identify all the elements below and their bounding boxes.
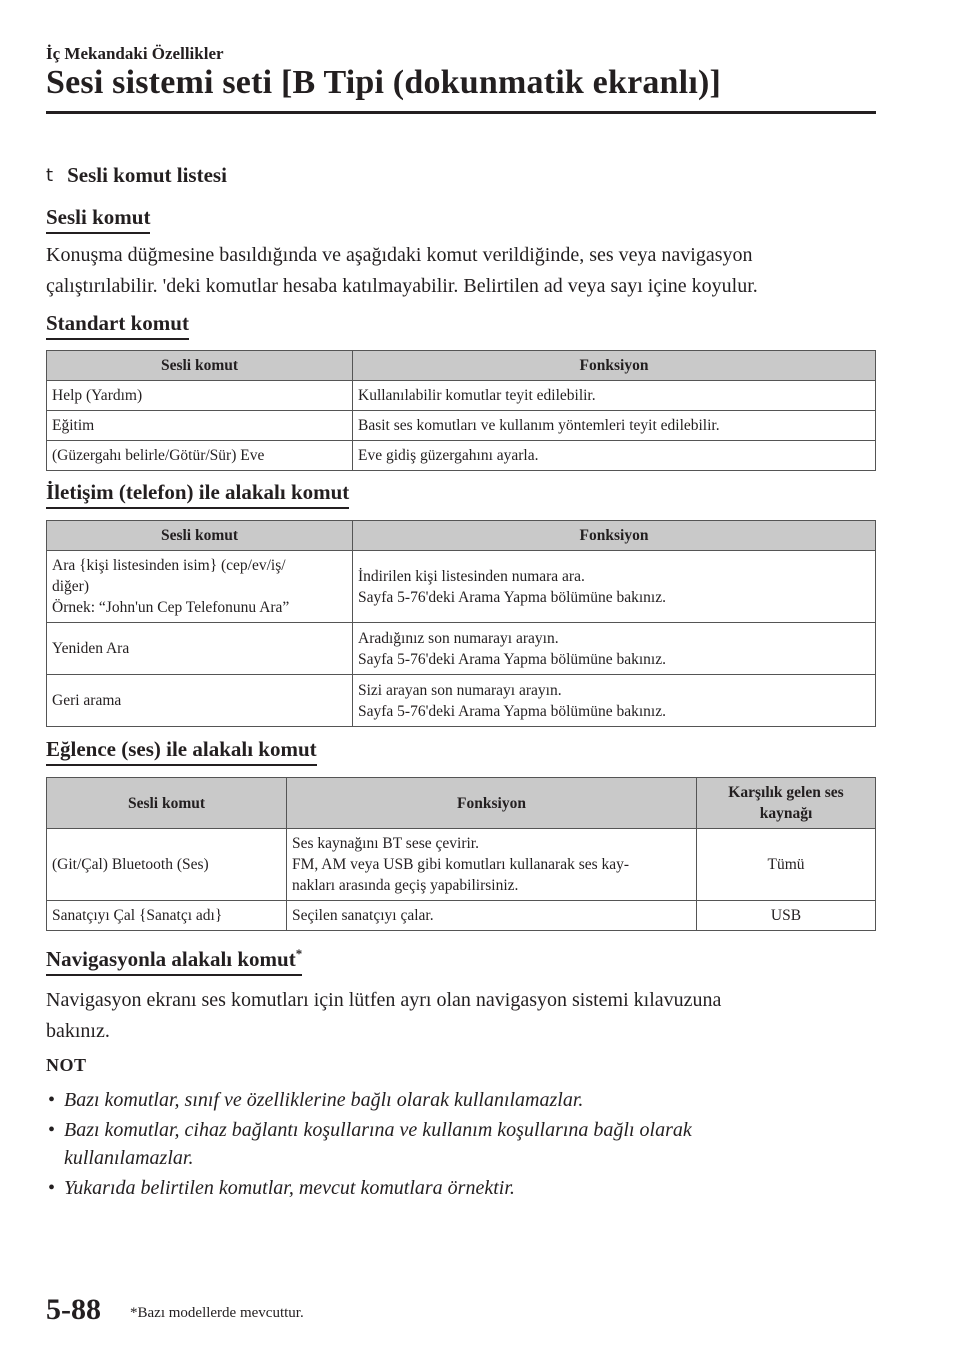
availability-asterisk: * [295, 946, 303, 961]
function-cell: Kullanılabilir komutlar teyit edilebilir. [353, 381, 876, 411]
column-header: Karşılık gelen ses kaynağı [697, 778, 876, 829]
voice-command-heading: Sesli komut [46, 205, 150, 234]
bullet-icon: • [48, 1089, 56, 1111]
list-item: • Bazı komutlar, cihaz bağlantı koşullarına ve kullanım koşullarına bağlı olarak kullanılamazlar. [46, 1116, 876, 1172]
command-cell: (Güzergahı belirle/Götür/Sür) Eve [47, 441, 353, 471]
command-cell: Geri arama [47, 675, 353, 727]
function-cell: Basit ses komutları ve kullanım yöntemleri teyit edilebilir. [353, 411, 876, 441]
function-cell: Aradığınız son numarayı arayın. Sayfa 5-76'deki Arama Yapma bölümüne bakınız. [353, 623, 876, 675]
command-cell: Ara {kişi listesinden isim} (cep/ev/iş/ diğer) Örnek: “John'un Cep Telefonunu Ara” [47, 551, 353, 623]
column-header: Fonksiyon [287, 778, 697, 829]
entertainment-command-heading: Eğlence (ses) ile alakalı komut [46, 737, 317, 766]
table-row [47, 675, 876, 727]
source-cell: Tümü [697, 829, 876, 901]
command-cell: Yeniden Ara [47, 623, 353, 675]
column-header: Sesli komut [47, 351, 353, 381]
source-cell: USB [697, 901, 876, 931]
title-rule [46, 111, 876, 114]
function-cell: Ses kaynağını BT sese çevirir. FM, AM veya USB gibi komutları kullanarak ses kay- nakları arasında geçiş yapabilirsiniz. [287, 829, 697, 901]
table-row [47, 551, 876, 623]
table-header-row [47, 778, 876, 829]
function-cell: Seçilen sanatçıyı çalar. [287, 901, 697, 931]
communication-command-heading: İletişim (telefon) ile alakalı komut [46, 480, 349, 509]
page-number: 5-88 [46, 1293, 101, 1326]
function-cell: Eve gidiş güzergahını ayarla. [353, 441, 876, 471]
note-label: NOT [46, 1055, 87, 1075]
navigation-text: Navigasyon ekranı ses komutları için lütfen ayrı olan navigasyon sistemi kılavuzuna bakınız. [46, 989, 722, 1042]
table-row [47, 381, 876, 411]
command-cell: Sanatçıyı Çal {Sanatçı adı} [47, 901, 287, 931]
standard-command-table [46, 350, 876, 471]
table-header-row [47, 521, 876, 551]
function-cell: İndirilen kişi listesinden numara ara. Sayfa 5-76'deki Arama Yapma bölümüne bakınız. [353, 551, 876, 623]
section-heading [46, 163, 227, 188]
function-cell: Sizi arayan son numarayı arayın. Sayfa 5-76'deki Arama Yapma bölümüne bakınız. [353, 675, 876, 727]
communication-command-table [46, 520, 876, 727]
table-row [47, 411, 876, 441]
table-row [47, 829, 876, 901]
voice-command-intro [46, 240, 876, 302]
command-cell: Eğitim [47, 411, 353, 441]
note-list [46, 1086, 876, 1204]
table-header-row [47, 351, 876, 381]
column-header: Fonksiyon [353, 351, 876, 381]
section-marker-icon: t [46, 165, 54, 186]
navigation-command-heading [46, 946, 302, 976]
list-item: • Bazı komutlar, sınıf ve özelliklerine bağlı olarak kullanılamazlar. [46, 1086, 876, 1114]
column-header: Fonksiyon [353, 521, 876, 551]
page-title: Sesi sistemi seti [B Tipi (dokunmatik ekranlı)] [46, 64, 722, 101]
column-header: Sesli komut [47, 778, 287, 829]
command-cell: Help (Yardım) [47, 381, 353, 411]
list-item: • Yukarıda belirtilen komutlar, mevcut komutlara örnektir. [46, 1174, 876, 1202]
table-row [47, 441, 876, 471]
bullet-icon: • [48, 1177, 56, 1199]
command-cell: (Git/Çal) Bluetooth (Ses) [47, 829, 287, 901]
intro-line: Konuşma düğmesine basıldığında ve aşağıdaki komut verildiğinde, ses veya navigasyon [46, 244, 753, 266]
intro-line: çalıştırılabilir. 'deki komutlar hesaba katılmayabilir. Belirtilen ad veya sayı içine koyulur. [46, 275, 758, 297]
entertainment-command-table [46, 777, 876, 931]
navigation-heading-text: Navigasyonla alakalı komut [46, 947, 296, 971]
table-row [47, 901, 876, 931]
chapter-label: İç Mekandaki Özellikler [46, 44, 224, 63]
standard-command-heading: Standart komut [46, 311, 189, 340]
column-header: Sesli komut [47, 521, 353, 551]
bullet-icon: • [48, 1119, 56, 1141]
section-title: Sesli komut listesi [67, 163, 227, 187]
footnote: *Bazı modellerde mevcuttur. [130, 1305, 304, 1321]
table-row [47, 623, 876, 675]
